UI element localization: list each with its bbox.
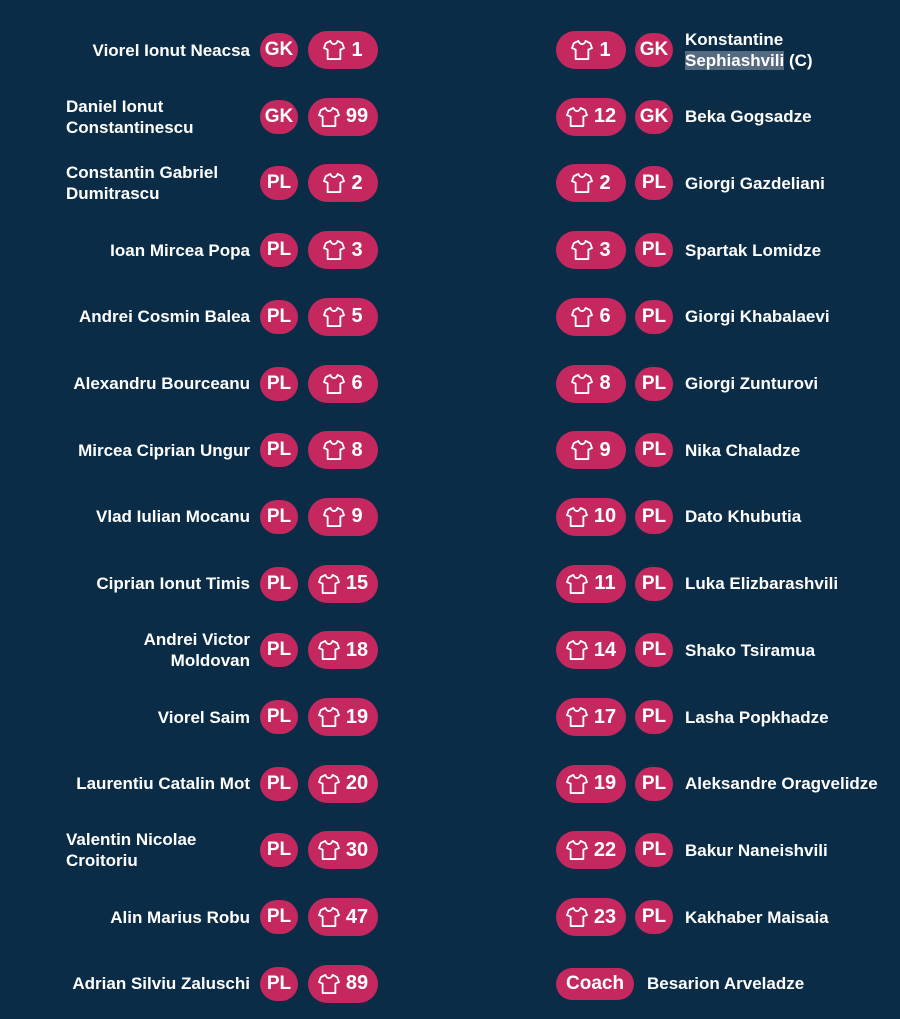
- shirt-number: 15: [345, 572, 369, 595]
- shirt-number-badge: [308, 631, 378, 669]
- shirt-number-badge: [308, 231, 378, 269]
- shirt-number-badge: [308, 565, 378, 603]
- shirt-number: 30: [345, 838, 369, 861]
- shirt-icon: [318, 774, 340, 794]
- shirt-number-badge: [556, 565, 626, 603]
- shirt-icon: [318, 107, 340, 127]
- home-player-row[interactable]: [0, 230, 450, 270]
- away-player-row[interactable]: [450, 897, 900, 937]
- player-name: Adrian Silviu Zaluschi: [72, 974, 250, 994]
- home-player-row[interactable]: [0, 830, 450, 870]
- home-player-row[interactable]: [0, 297, 450, 337]
- away-player-row[interactable]: [450, 697, 900, 737]
- player-name: Bakur Naneishvili: [685, 840, 828, 860]
- shirt-icon: [323, 307, 345, 327]
- position-badge: PL: [635, 166, 673, 200]
- shirt-number-badge: [556, 765, 626, 803]
- shirt-icon: [571, 240, 593, 260]
- coach-badge: Coach: [556, 968, 634, 1000]
- position-badge: PL: [635, 700, 673, 734]
- player-name: Andrei Victor Moldovan: [143, 630, 250, 671]
- player-name: Beka Gogsadze: [685, 107, 812, 127]
- away-player-row[interactable]: [450, 97, 900, 137]
- shirt-number-badge: [556, 898, 626, 936]
- position-badge: PL: [260, 500, 298, 534]
- player-name: [685, 29, 895, 71]
- shirt-number: 11: [594, 572, 616, 595]
- shirt-icon: [566, 640, 588, 660]
- shirt-number: 20: [345, 772, 369, 795]
- shirt-number-badge: [308, 965, 378, 1003]
- shirt-number-badge: [308, 98, 378, 136]
- away-player-row[interactable]: [450, 564, 900, 604]
- coach-row[interactable]: [450, 964, 900, 1004]
- home-player-row[interactable]: [0, 497, 450, 537]
- player-name: Mircea Ciprian Ungur: [78, 440, 250, 460]
- position-badge: PL: [635, 900, 673, 934]
- position-badge: PL: [260, 900, 298, 934]
- away-player-row[interactable]: [450, 297, 900, 337]
- position-badge: PL: [260, 367, 298, 401]
- shirt-number: 1: [599, 38, 611, 61]
- shirt-number-badge: [556, 631, 626, 669]
- shirt-icon: [323, 374, 345, 394]
- shirt-number-badge: [556, 231, 626, 269]
- shirt-number-badge: [556, 831, 626, 869]
- player-name: Spartak Lomidze: [685, 240, 822, 260]
- player-name: Shako Tsiramua: [685, 640, 816, 660]
- shirt-number: 9: [599, 438, 611, 461]
- home-player-row[interactable]: [0, 964, 450, 1004]
- position-badge: PL: [260, 300, 298, 334]
- away-player-row[interactable]: [450, 230, 900, 270]
- shirt-number: 19: [593, 772, 617, 795]
- shirt-number: 8: [599, 372, 611, 394]
- position-badge: PL: [635, 567, 673, 601]
- position-badge: PL: [635, 367, 673, 401]
- shirt-icon: [318, 840, 340, 860]
- shirt-icon: [566, 840, 588, 860]
- shirt-number: 3: [351, 238, 363, 261]
- position-badge: PL: [260, 433, 298, 467]
- shirt-number-badge: [308, 164, 378, 202]
- shirt-number: 3: [599, 238, 611, 261]
- shirt-number-badge: [556, 98, 626, 136]
- shirt-number: 17: [593, 705, 617, 728]
- away-player-row[interactable]: [450, 497, 900, 537]
- shirt-number-badge: [556, 365, 626, 403]
- shirt-icon: [571, 440, 593, 460]
- shirt-number: 6: [351, 372, 363, 394]
- shirt-icon: [323, 440, 345, 460]
- shirt-number-badge: [308, 431, 378, 469]
- shirt-number: 89: [345, 972, 369, 995]
- home-player-row[interactable]: [0, 630, 450, 670]
- home-player-row[interactable]: [0, 430, 450, 470]
- player-name: Kakhaber Maisaia: [685, 907, 829, 927]
- shirt-number-badge: [556, 698, 626, 736]
- away-player-row[interactable]: [450, 764, 900, 804]
- shirt-number: 12: [593, 105, 617, 128]
- shirt-icon: [571, 307, 593, 327]
- shirt-icon: [566, 774, 588, 794]
- shirt-number-badge: [556, 298, 626, 336]
- position-badge: PL: [635, 833, 673, 867]
- shirt-number: 19: [345, 705, 369, 728]
- player-name: Daniel Ionut Constantinescu: [66, 96, 194, 137]
- player-name: Andrei Cosmin Balea: [79, 307, 250, 327]
- shirt-number-badge: [556, 164, 626, 202]
- shirt-number-badge: [308, 365, 378, 403]
- shirt-icon: [318, 574, 340, 594]
- position-badge: PL: [260, 567, 298, 601]
- player-name: Dato Khubutia: [685, 507, 802, 527]
- captain-marker: (C): [788, 51, 813, 70]
- position-badge: GK: [260, 100, 298, 134]
- shirt-number: 9: [351, 505, 363, 528]
- home-player-row[interactable]: [0, 564, 450, 604]
- shirt-number: 47: [345, 905, 369, 928]
- shirt-icon: [571, 173, 593, 193]
- shirt-icon: [318, 707, 340, 727]
- home-player-row[interactable]: [0, 364, 450, 404]
- shirt-number-badge: [556, 498, 626, 536]
- position-badge: PL: [260, 166, 298, 200]
- position-badge: PL: [260, 633, 298, 667]
- position-badge: PL: [260, 967, 298, 1001]
- player-name: Constantin Gabriel Dumitrascu: [66, 163, 219, 204]
- player-name: Vlad Iulian Mocanu: [96, 507, 250, 527]
- shirt-icon: [571, 374, 593, 394]
- shirt-icon: [323, 173, 345, 193]
- position-badge: PL: [260, 700, 298, 734]
- shirt-number-badge: [308, 698, 378, 736]
- position-badge: PL: [635, 433, 673, 467]
- home-player-row[interactable]: [0, 30, 450, 70]
- position-badge: PL: [635, 767, 673, 801]
- shirt-number: 23: [593, 905, 617, 928]
- position-badge: PL: [260, 233, 298, 267]
- shirt-number-badge: [308, 765, 378, 803]
- away-player-row[interactable]: [450, 630, 900, 670]
- player-name: Nika Chaladze: [685, 440, 801, 460]
- shirt-number: 6: [599, 305, 611, 328]
- home-player-row[interactable]: [0, 764, 450, 804]
- shirt-number: 8: [351, 438, 363, 461]
- player-name: Valentin Nicolae Croitoriu: [66, 830, 197, 871]
- player-name: Ioan Mircea Popa: [110, 240, 250, 260]
- player-name-line1: Konstantine: [685, 30, 784, 49]
- home-player-row[interactable]: [0, 697, 450, 737]
- shirt-number: 10: [593, 505, 617, 528]
- shirt-icon: [566, 707, 588, 727]
- player-name: Alin Marius Robu: [110, 907, 250, 927]
- position-badge: PL: [260, 833, 298, 867]
- shirt-number-badge: [556, 431, 626, 469]
- shirt-icon: [318, 974, 340, 994]
- home-player-row[interactable]: [0, 163, 450, 203]
- position-badge: PL: [635, 233, 673, 267]
- away-player-row[interactable]: [450, 364, 900, 404]
- position-badge: PL: [635, 300, 673, 334]
- away-player-row[interactable]: [450, 163, 900, 203]
- shirt-icon: [323, 240, 345, 260]
- player-name: Laurentiu Catalin Mot: [76, 774, 250, 794]
- player-name: Alexandru Bourceanu: [73, 374, 250, 393]
- player-name: Luka Elizbarashvili: [685, 574, 839, 594]
- player-name: Giorgi Zunturovi: [685, 374, 819, 393]
- shirt-number: 2: [599, 171, 611, 194]
- player-name: Aleksandre Oragvelidze: [685, 774, 878, 794]
- position-badge: PL: [260, 767, 298, 801]
- shirt-icon: [566, 107, 588, 127]
- shirt-number-badge: [556, 31, 626, 69]
- shirt-icon: [323, 40, 345, 60]
- player-name: Giorgi Gazdeliani: [685, 173, 825, 193]
- shirt-number: 22: [593, 838, 617, 861]
- shirt-number-badge: [308, 831, 378, 869]
- shirt-number: 2: [351, 171, 363, 194]
- shirt-number: 1: [351, 38, 363, 61]
- position-badge: GK: [635, 100, 673, 134]
- away-player-row[interactable]: [450, 830, 900, 870]
- shirt-icon: [318, 907, 340, 927]
- player-name: Ciprian Ionut Timis: [96, 574, 250, 594]
- shirt-number-badge: [308, 498, 378, 536]
- shirt-number-badge: [308, 898, 378, 936]
- shirt-icon: [566, 907, 588, 927]
- home-player-row[interactable]: [0, 97, 450, 137]
- player-name: Lasha Popkhadze: [685, 707, 829, 727]
- player-name: Giorgi Khabalaevi: [685, 307, 830, 327]
- shirt-number: 14: [593, 638, 617, 661]
- shirt-icon: [318, 640, 340, 660]
- shirt-icon: [566, 507, 588, 527]
- away-player-row[interactable]: [450, 30, 900, 70]
- position-badge: GK: [635, 33, 673, 67]
- away-player-row[interactable]: [450, 430, 900, 470]
- shirt-number: 5: [351, 305, 363, 328]
- player-name-line2: Sephiashvili: [685, 51, 785, 70]
- position-badge: PL: [635, 500, 673, 534]
- shirt-number: 18: [345, 638, 369, 661]
- shirt-icon: [323, 507, 345, 527]
- shirt-icon: [566, 574, 588, 594]
- coach-name: Besarion Arveladze: [647, 973, 805, 993]
- shirt-number: 99: [345, 105, 369, 128]
- player-name: Viorel Ionut Neacsa: [92, 40, 250, 60]
- player-name: Viorel Saim: [157, 707, 250, 727]
- shirt-number-badge: [308, 31, 378, 69]
- shirt-number-badge: [308, 298, 378, 336]
- position-badge: GK: [260, 33, 298, 67]
- home-player-row[interactable]: [0, 897, 450, 937]
- position-badge: PL: [635, 633, 673, 667]
- shirt-icon: [571, 40, 593, 60]
